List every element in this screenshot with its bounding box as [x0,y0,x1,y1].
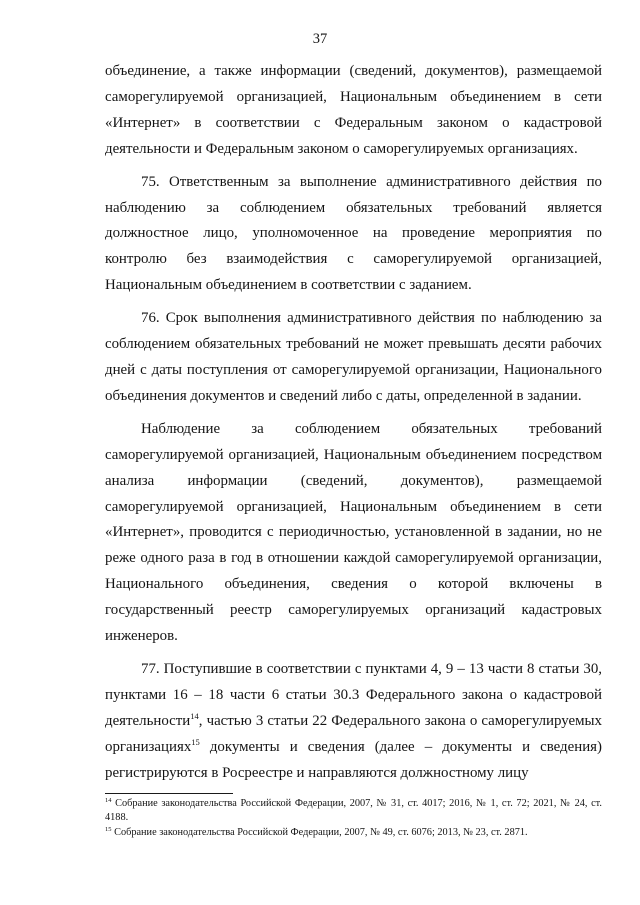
footnote-text-14: Собрание законодательства Российской Федерации, 2007, № 31, ст. 4017; 2016, № 1, ст. 72; 2021, № 24, ст. 4188. [105,798,602,823]
footnote-mark-14: 14 [105,797,112,804]
page-number: 37 [312,31,328,47]
paragraph-observation: Наблюдение за соблюдением обязательных требований саморегулируемой организацией, Национальным объединением посредством анализа информации (сведений, документов), размещаемой саморегулируемой организацией, Национальным объединением в сети «Интернет», проводится с периодичностью, установленной в задании, но не реже одного раза в год в отношении каждой саморегулируемой организации, Национального объединения, сведения о которой включены в государственный реестр саморегулируемых организаций кадастровых инженеров. [105,420,602,645]
footnote-mark-15: 15 [105,826,112,833]
paragraph-77 [105,657,602,787]
footnote-ref-15[interactable]: 15 [191,736,200,747]
paragraph-continuation: объединение, а также информации (сведений, документов), размещаемой саморегулируемой организацией, Национальным объединением в сети «Интернет» в соответствии с Федеральным законом о кадастровой деятельности и Федеральным законом о саморегулируемых организациях. [105,63,602,157]
footnote-separator [105,793,233,794]
paragraph-77-part1: 77. Поступившие в соответствии с пунктами 4, 9 – 13 части 8 статьи 30, пунктами 16 – 18 части 6 статьи 30.3 Федерального закона о кадастровой деятельности [105,660,602,729]
footnotes [105,797,602,842]
paragraph-77-part3: документы и сведения (далее – документы и сведения) регистрируются в Росреестре и направляются должностному лицу [105,738,602,781]
paragraph-76: 76. Срок выполнения административного действия по наблюдению за соблюдением обязательных требований не может превышать десяти рабочих дней с даты поступления от саморегулируемой организации, Национального объединения документов и сведений либо с даты, определенной в задании. [105,310,602,404]
footnote-text-15: Собрание законодательства Российской Федерации, 2007, № 49, ст. 6076; 2013, № 23, ст. 2871. [111,827,528,838]
document-body [105,59,602,793]
footnote-14 [105,797,602,824]
paragraph-77-part2: , частью 3 статьи 22 Федерального закона о саморегулируемых организациях [105,712,602,755]
footnote-ref-14[interactable]: 14 [190,710,199,721]
footnote-15 [105,826,602,840]
paragraph-75: 75. Ответственным за выполнение административного действия по наблюдению за соблюдением обязательных требований является должностное лицо, уполномоченное на проведение мероприятия по контролю без взаимодействия с саморегулируемой организацией, Национальным объединением в соответствии с заданием. [105,173,602,294]
